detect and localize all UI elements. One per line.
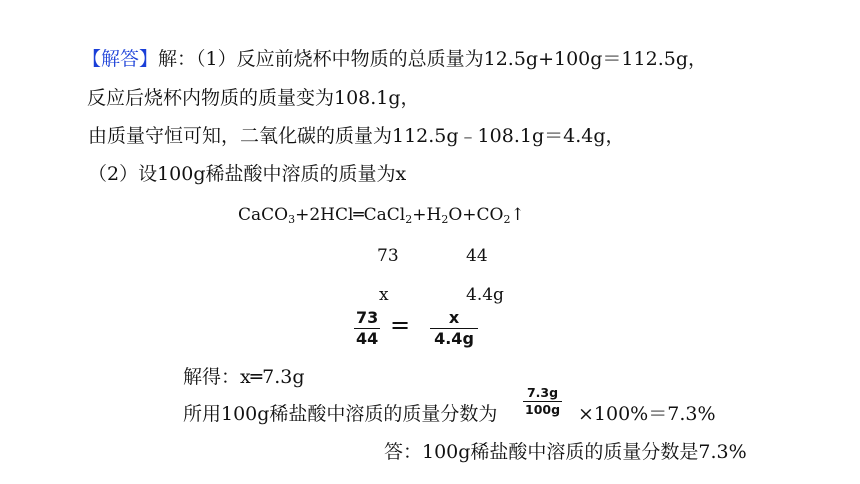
- gas-arrow-icon: ↑: [510, 205, 525, 225]
- mass-fraction-fraction: [523, 386, 562, 417]
- ratio-right-numerator: x: [448, 308, 460, 327]
- solution-lead: 解：: [158, 48, 197, 70]
- solution-line-2: 反应后烧杯内物质的质量变为108.1g，: [87, 87, 420, 109]
- mass-fraction-denominator: 100g: [525, 402, 561, 417]
- ratio-left-denominator: 44: [356, 329, 379, 348]
- mass-hcl: 73: [377, 246, 399, 266]
- mass-fraction-numerator: 7.3g: [526, 385, 559, 400]
- percent-result: ×100%＝7.3%: [578, 403, 716, 425]
- known-co2: 4.4g: [466, 285, 504, 305]
- eq-part-oco: O+CO: [448, 205, 504, 225]
- ratio-right-fraction: [430, 309, 478, 348]
- fraction-sentence: 所用100g稀盐酸中溶质的质量分数为: [183, 403, 498, 425]
- unknown-hcl: x: [379, 285, 389, 305]
- eq-sub-2c: 2: [503, 213, 511, 226]
- answer-tag: 【解答】: [82, 48, 159, 70]
- solution-line-1: [82, 46, 707, 72]
- eq-part-hcl-cacl: +2HCl═CaCl: [295, 205, 406, 225]
- eq-sub-2a: 2: [405, 213, 413, 226]
- ratio-equals: =: [390, 311, 411, 339]
- ratio-right-denominator: 4.4g: [434, 329, 474, 348]
- eq-part-caco: CaCO: [238, 205, 289, 225]
- ratio-left-fraction: [354, 309, 380, 348]
- solve-line: 解得：x═7.3g: [183, 366, 305, 388]
- ratio-left-numerator: 73: [356, 308, 379, 327]
- total-mass-before-text: （1）反应前烧杯中物质的总质量为12.5g+100g＝112.5g，: [196, 48, 707, 70]
- solution-line-3: 由质量守恒可知，二氧化碳的质量为112.5g﹣108.1g＝4.4g，: [88, 125, 625, 147]
- eq-part-h: +H: [412, 205, 442, 225]
- mass-co2: 44: [466, 246, 488, 266]
- final-answer: 答：100g稀盐酸中溶质的质量分数是7.3%: [384, 441, 747, 463]
- eq-sub-3: 3: [288, 213, 296, 226]
- solution-line-4: （2）设100g稀盐酸中溶质的质量为x: [88, 163, 407, 185]
- chemical-equation: [238, 202, 525, 228]
- eq-sub-2b: 2: [441, 213, 449, 226]
